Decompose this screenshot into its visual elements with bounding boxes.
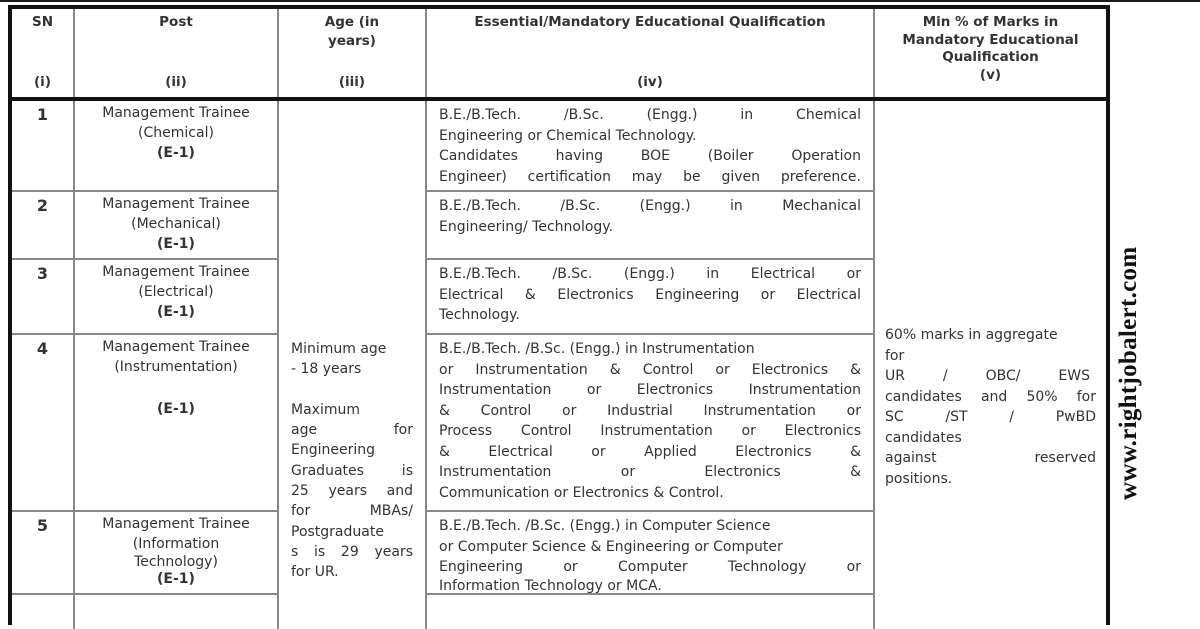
header-sn-title: SN bbox=[31, 14, 54, 30]
header-marks-num: (v) bbox=[979, 66, 1002, 83]
age-line-2: - 18 years bbox=[291, 361, 362, 378]
row-4-post-code: (E-1) bbox=[157, 401, 195, 417]
header-age-line-2: years) bbox=[328, 33, 376, 49]
row-4-qual-line-1: B.E./B.Tech. /B.Sc. (Engg.) in Instrumentation bbox=[439, 341, 755, 357]
row-2-post-discipline: (Mechanical) bbox=[131, 216, 221, 232]
age-line-5: age for bbox=[291, 422, 413, 439]
row-2-qual-line-2: Engineering/ Technology. bbox=[439, 218, 614, 235]
header-age bbox=[279, 9, 425, 97]
header-age-num: (iii) bbox=[338, 74, 366, 90]
age-line-7: Graduates is bbox=[291, 462, 413, 479]
header-sn-num: (i) bbox=[34, 74, 51, 90]
header-marks-line-3: Qualification bbox=[942, 49, 1039, 65]
age-line-3 bbox=[291, 380, 413, 400]
row-4-post-title: Management Trainee bbox=[102, 339, 250, 355]
row-5-qual-line-3: Engineering or Computer Technology or bbox=[439, 559, 861, 575]
row-3-post-discipline: (Electrical) bbox=[138, 284, 214, 300]
row-5-sn: 5 bbox=[36, 516, 49, 535]
row-3-post bbox=[75, 262, 277, 333]
top-rule bbox=[0, 0, 1200, 2]
row-1-post-code: (E-1) bbox=[157, 145, 195, 161]
row-2-sn: 2 bbox=[36, 196, 49, 215]
header-marks-line-1: Min % of Marks in bbox=[922, 14, 1059, 30]
row-1-qualification bbox=[427, 103, 873, 190]
row-4-qual-line-4: & Control or Industrial Instrumentation or bbox=[439, 402, 861, 419]
row-3-qualification bbox=[427, 262, 873, 333]
row-4-sn: 4 bbox=[36, 339, 49, 358]
row-2-qualification bbox=[427, 194, 873, 258]
age-line-9: for MBAs/ bbox=[291, 503, 413, 520]
marks-line-3: UR / OBC/ EWS bbox=[885, 368, 1090, 384]
row-2-post-code: (E-1) bbox=[157, 236, 195, 252]
row-3-post-code: (E-1) bbox=[157, 304, 195, 320]
row-4-qual-line-6: & Electrical or Applied Electronics & bbox=[439, 443, 861, 460]
row-5-post-code: (E-1) bbox=[157, 571, 195, 587]
row-4-qual-line-7: Instrumentation or Electronics & bbox=[439, 464, 861, 480]
row-2-post bbox=[75, 194, 277, 258]
marks-line-2: for bbox=[885, 347, 905, 364]
age-line-11: s is 29 years bbox=[291, 543, 413, 560]
row-2-qual-line-1: B.E./B.Tech. /B.Sc. (Engg.) in Mechanical bbox=[439, 198, 861, 214]
row-3-post-title: Management Trainee bbox=[102, 264, 250, 280]
header-post bbox=[75, 9, 277, 97]
row-1-qual-line-3: Candidates having BOE (Boiler Operation bbox=[439, 148, 861, 164]
header-qualification-num: (iv) bbox=[637, 74, 663, 90]
age-line-12: for UR. bbox=[291, 564, 339, 581]
age-line-10: Postgraduate bbox=[291, 523, 384, 540]
header-post-title: Post bbox=[159, 14, 193, 30]
row-5-qual-line-2: or Computer Science & Engineering or Computer bbox=[439, 538, 783, 555]
col-divider-4 bbox=[873, 9, 875, 629]
marks-cell bbox=[875, 325, 1106, 495]
row-4-qual-line-5: Process Control Instrumentation or Electronics bbox=[439, 423, 861, 439]
eligibility-table bbox=[8, 5, 1110, 625]
age-line-6: Engineering bbox=[291, 442, 375, 459]
row-6-partial bbox=[12, 595, 1106, 605]
row-1-sn: 1 bbox=[36, 105, 49, 124]
row-divider-2b bbox=[425, 258, 873, 260]
row-3-qual-line-3: Technology. bbox=[439, 307, 520, 323]
marks-line-7: against reserved bbox=[885, 450, 1096, 466]
row-5-post bbox=[75, 514, 277, 593]
row-4-qual-line-2: or Instrumentation & Control or Electronics & bbox=[439, 361, 861, 378]
marks-line-4: candidates and 50% for bbox=[885, 388, 1096, 405]
row-1-post bbox=[75, 103, 277, 190]
watermark-text: www.rightjobalert.com bbox=[1115, 246, 1142, 500]
header-qualification-title: Essential/Mandatory Educational Qualification bbox=[474, 14, 826, 30]
row-4-qual-line-8: Communication or Electronics & Control. bbox=[439, 484, 724, 501]
marks-line-1: 60% marks in aggregate bbox=[885, 327, 1058, 343]
header-qualification bbox=[427, 9, 873, 97]
header-post-num: (ii) bbox=[165, 74, 187, 90]
row-4-post-discipline: (Instrumentation) bbox=[114, 359, 238, 375]
row-divider-3b bbox=[425, 333, 873, 335]
age-line-8: 25 years and bbox=[291, 483, 413, 500]
header-age-line-1: Age (in bbox=[324, 14, 380, 30]
header-sn bbox=[12, 9, 73, 97]
row-1-qual-line-4: Engineer) certification may be given preference. bbox=[439, 168, 861, 185]
age-line-4: Maximum bbox=[291, 401, 360, 418]
row-divider-1b bbox=[425, 190, 873, 192]
row-5-qual-line-1: B.E./B.Tech. /B.Sc. (Engg.) in Computer Science bbox=[439, 518, 771, 534]
row-1-post-discipline: (Chemical) bbox=[138, 125, 214, 141]
header-marks-line-2: Mandatory Educational bbox=[902, 31, 1079, 48]
row-divider-4b bbox=[425, 510, 873, 512]
row-4-qualification bbox=[427, 337, 873, 510]
row-5-qual-line-4: Information Technology or MCA. bbox=[439, 577, 662, 593]
row-3-qual-line-1: B.E./B.Tech. /B.Sc. (Engg.) in Electrical or bbox=[439, 266, 861, 282]
row-4-qual-line-3: Instrumentation or Electronics Instrumentation bbox=[439, 382, 861, 398]
row-5-post-discipline-1: (Information bbox=[132, 536, 220, 552]
row-2-post-title: Management Trainee bbox=[102, 196, 250, 212]
age-line-1: Minimum age bbox=[291, 341, 387, 357]
row-1-post-title: Management Trainee bbox=[102, 105, 250, 121]
marks-line-5: SC /ST / PwBD bbox=[885, 409, 1096, 425]
age-cell bbox=[279, 339, 425, 599]
row-3-sn: 3 bbox=[36, 264, 49, 283]
row-5-post-title: Management Trainee bbox=[102, 516, 250, 532]
marks-line-6: candidates bbox=[885, 429, 962, 446]
marks-line-8: positions. bbox=[885, 470, 953, 487]
row-3-qual-line-2: Electrical & Electronics Engineering or Electrical bbox=[439, 286, 861, 303]
header-marks bbox=[875, 9, 1106, 97]
row-4-post bbox=[75, 337, 277, 510]
row-5-post-discipline-2: Technology) bbox=[134, 554, 218, 570]
row-1-qual-line-2: Engineering or Chemical Technology. bbox=[439, 127, 697, 144]
row-5-qualification bbox=[427, 514, 873, 593]
row-1-qual-line-1: B.E./B.Tech. /B.Sc. (Engg.) in Chemical bbox=[439, 107, 861, 123]
header-rule bbox=[12, 97, 1106, 101]
